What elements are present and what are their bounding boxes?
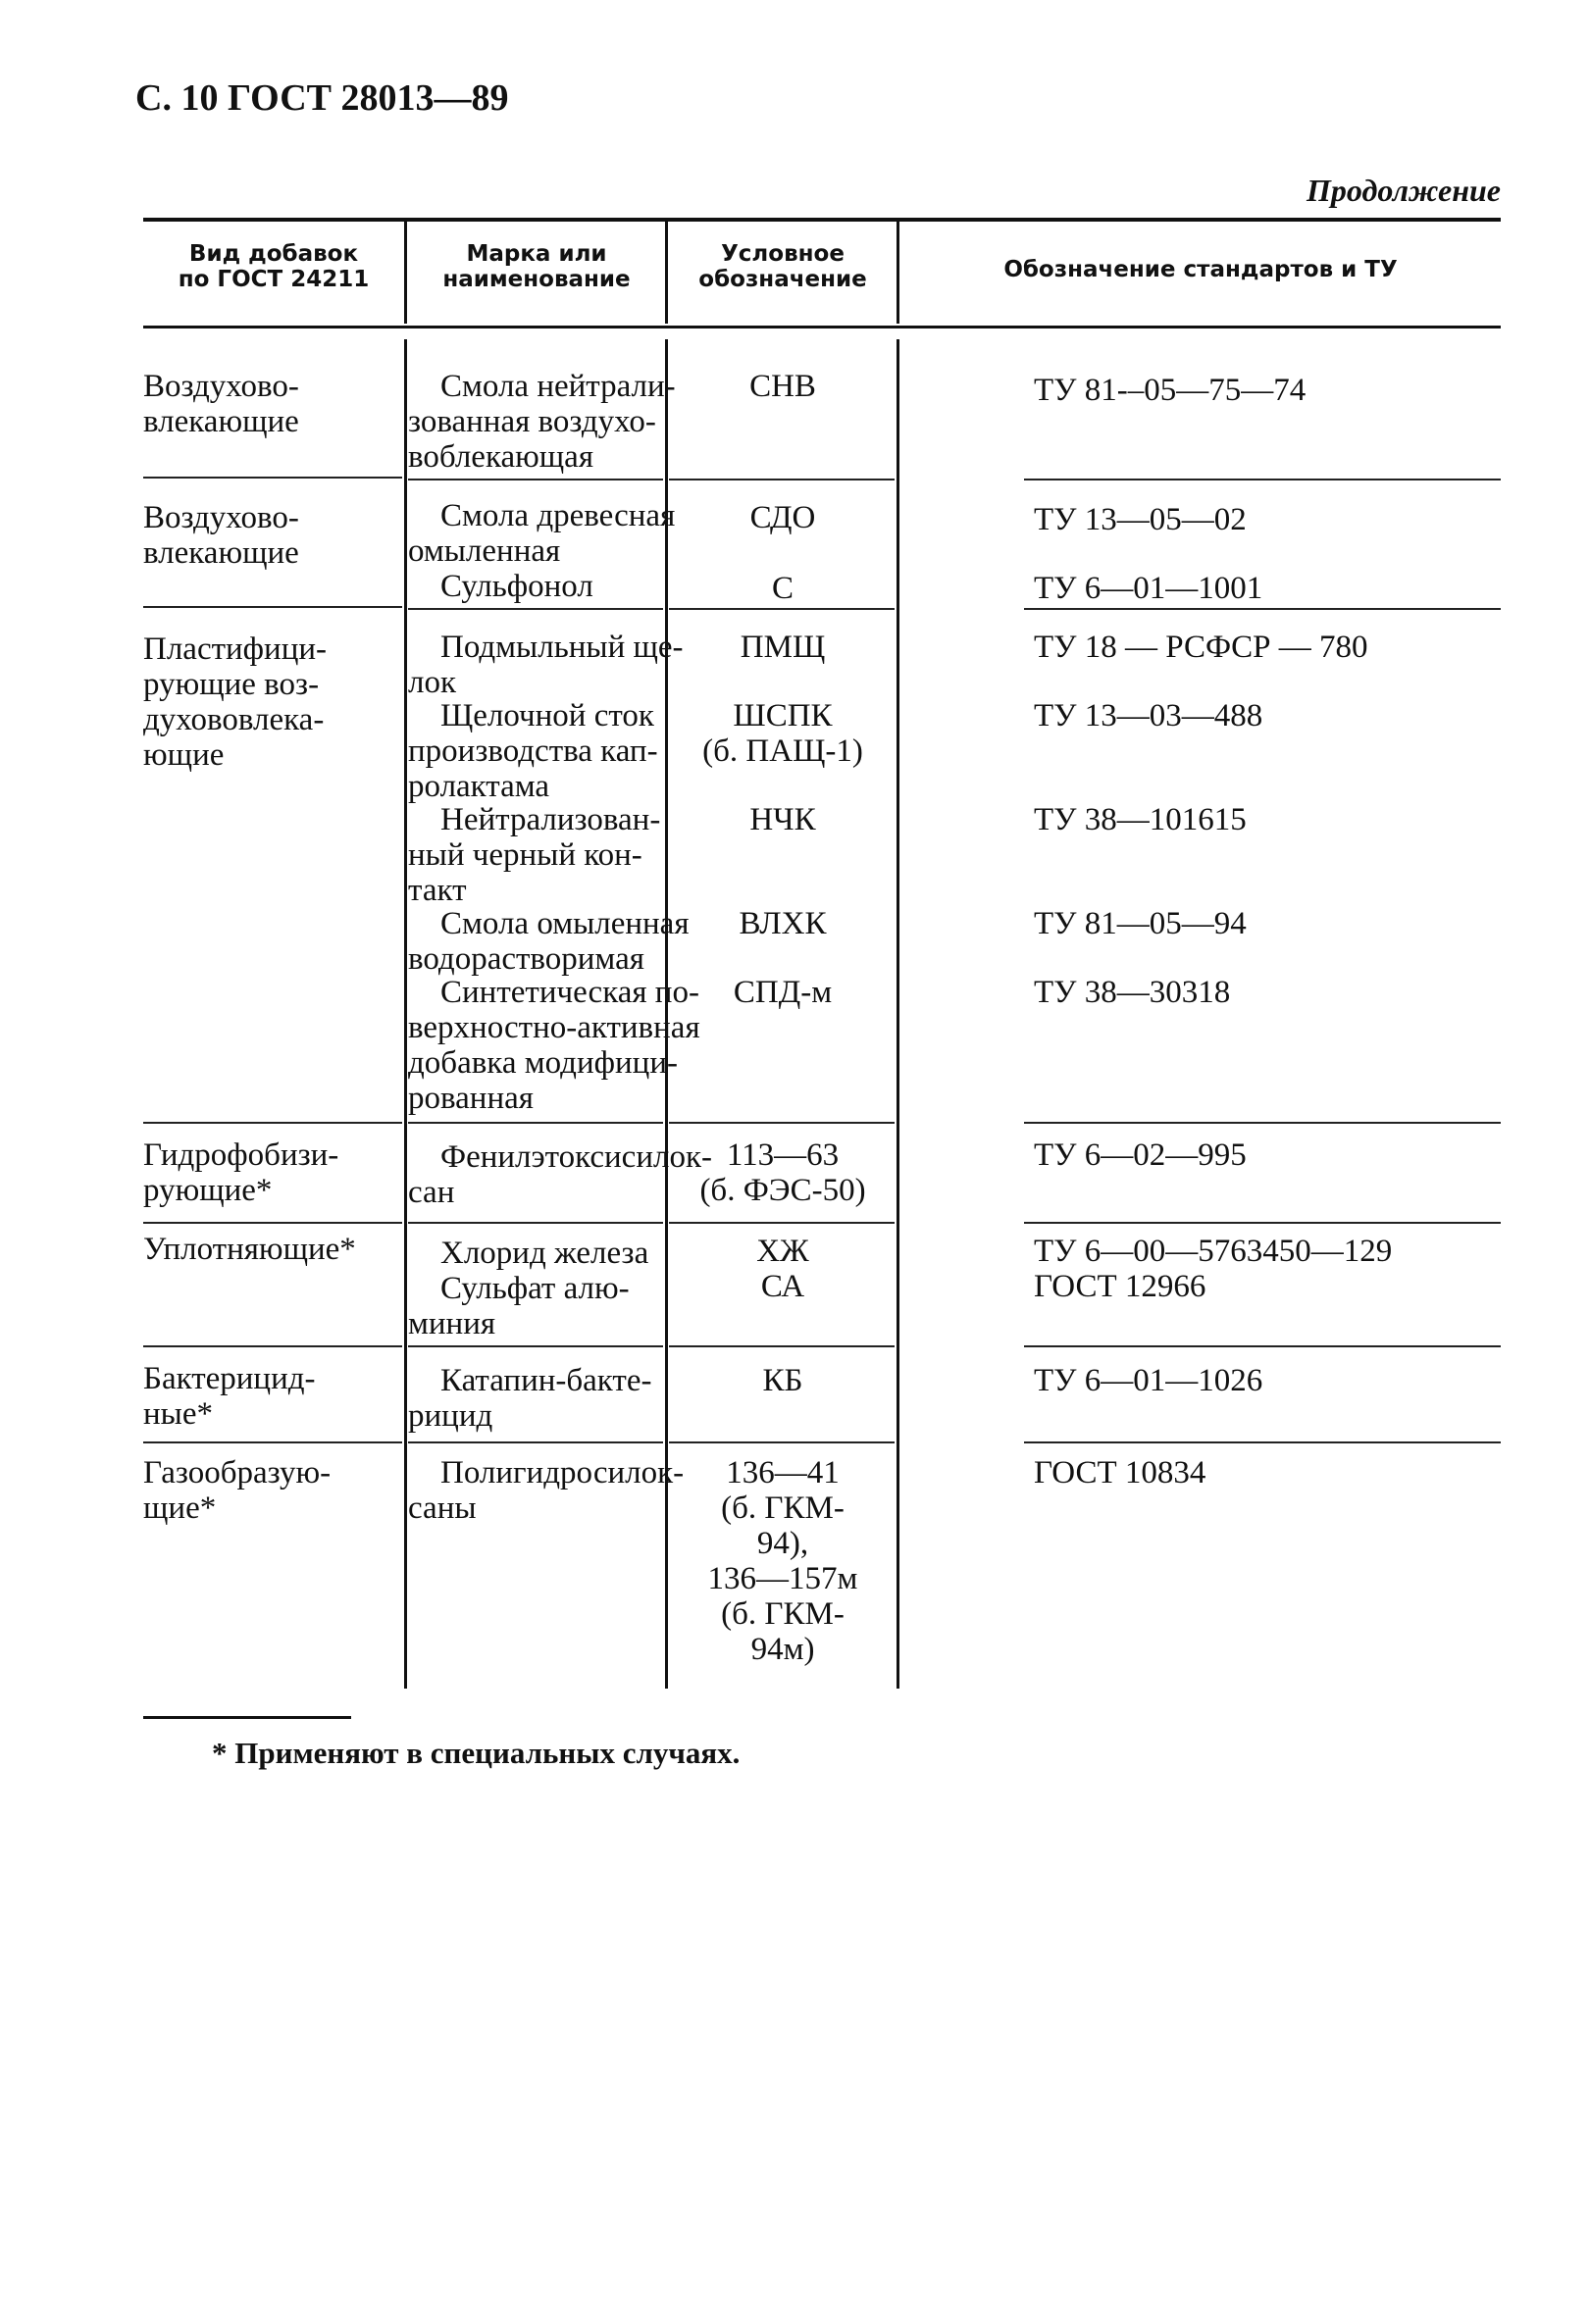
item-name: Щелочной сток производства кап- ролактама [408, 698, 658, 804]
page-header: С. 10 ГОСТ 28013—89 [135, 77, 509, 119]
header-separator [665, 220, 668, 324]
item-code: СПД-м [733, 975, 833, 1010]
body-separator [897, 339, 899, 1689]
item-standard: ТУ 13—05—02 [1034, 502, 1247, 537]
body-separator [404, 339, 407, 1689]
row-rule [1024, 1122, 1501, 1124]
item-standard: ТУ 18 — РСФСР — 780 [1034, 630, 1368, 665]
column-header-standard: Обозначение стандартов и ТУ [1003, 257, 1398, 282]
item-code: СНВ [749, 369, 816, 404]
item-standard: ТУ 13—03—488 [1034, 698, 1263, 733]
row-rule [408, 608, 663, 610]
item-standard: ТУ 6—02—995 [1034, 1137, 1247, 1173]
column-header-name: Марка или наименование [442, 241, 631, 292]
row-rule [669, 1345, 895, 1347]
item-code: НЧК [749, 802, 816, 837]
item-name: Фенилэтоксисилок- сан [408, 1139, 712, 1210]
item-name: Смола нейтрали- зованная воздухо- воблекающая [408, 369, 676, 475]
item-standard: ТУ 38—101615 [1034, 802, 1247, 837]
row-rule [669, 1441, 895, 1443]
row-rule [408, 1345, 663, 1347]
header-bottom-rule [143, 326, 1501, 328]
group-type: Уплотняющие* [143, 1232, 356, 1267]
group-type: Бактерицид- ные* [143, 1361, 316, 1432]
row-rule [408, 1222, 663, 1224]
row-rule [143, 1441, 402, 1443]
group-type: Газообразую- щие* [143, 1455, 332, 1526]
item-name: Сульфонол [408, 569, 593, 604]
row-rule [143, 1345, 402, 1347]
row-rule [1024, 1441, 1501, 1443]
item-standard: ГОСТ 10834 [1034, 1455, 1206, 1490]
header-separator [897, 220, 899, 324]
item-name: Хлорид железа Сульфат алю- миния [408, 1236, 649, 1341]
row-rule [1024, 479, 1501, 480]
item-standard: ТУ 6—01—1026 [1034, 1363, 1263, 1398]
item-standard: ТУ 81-–05—75—74 [1034, 373, 1307, 408]
header-separator [404, 220, 407, 324]
row-rule [1024, 1345, 1501, 1347]
continuation-label: Продолжение [1307, 173, 1501, 208]
column-header-type: Вид добавок по ГОСТ 24211 [178, 241, 370, 292]
item-name: Смола омыленная водорастворимая [408, 906, 690, 977]
item-name: Нейтрализован- ный черный кон- такт [408, 802, 661, 908]
row-rule [669, 608, 895, 610]
row-rule [669, 479, 895, 480]
item-name: Катапин-бакте- рицид [408, 1363, 652, 1434]
item-code: 113—63 (б. ФЭС-50) [699, 1137, 866, 1208]
row-rule [143, 606, 402, 608]
row-rule [408, 479, 663, 480]
item-name: Синтетическая по- верхностно-активная добавка модифици- рованная [408, 975, 700, 1116]
row-rule [1024, 608, 1501, 610]
item-code: ХЖ СА [756, 1234, 809, 1304]
group-type: Гидрофобизи- рующие* [143, 1137, 339, 1208]
footnote: * Применяют в специальных случаях. [212, 1736, 741, 1770]
item-code: С [771, 571, 794, 606]
row-rule [669, 1222, 895, 1224]
row-rule [669, 1122, 895, 1124]
item-code: КБ [762, 1363, 803, 1398]
item-code: ШСПК (б. ПАЩ-1) [702, 698, 863, 769]
group-type: Воздухово- влекающие [143, 369, 299, 439]
item-name: Смола древесная омыленная [408, 498, 676, 569]
item-code: ВЛХК [739, 906, 827, 941]
footnote-rule [143, 1716, 351, 1719]
item-standard: ТУ 38—30318 [1034, 975, 1231, 1010]
item-standard: ТУ 6—01—1001 [1034, 571, 1263, 606]
row-rule [408, 1122, 663, 1124]
column-header-code: Условное обозначение [698, 241, 867, 292]
row-rule [143, 1122, 402, 1124]
item-name: Полигидросилок- саны [408, 1455, 685, 1526]
item-code: 136—41 (б. ГКМ- 94), 136—157м (б. ГКМ- 94м) [707, 1455, 858, 1667]
table-top-rule [143, 218, 1501, 222]
item-standard: ТУ 6—00—5763450—129 ГОСТ 12966 [1034, 1234, 1393, 1304]
item-code: СДО [749, 500, 816, 535]
item-name: Подмыльный ще- лок [408, 630, 684, 700]
group-type: Воздухово- влекающие [143, 500, 299, 571]
item-standard: ТУ 81—05—94 [1034, 906, 1247, 941]
row-rule [408, 1441, 663, 1443]
row-rule [1024, 1222, 1501, 1224]
row-rule [143, 1222, 402, 1224]
row-rule [143, 477, 402, 479]
group-type: Пластифици- рующие воз- духововлека- ющие [143, 632, 328, 773]
item-code: ПМЩ [740, 630, 826, 665]
